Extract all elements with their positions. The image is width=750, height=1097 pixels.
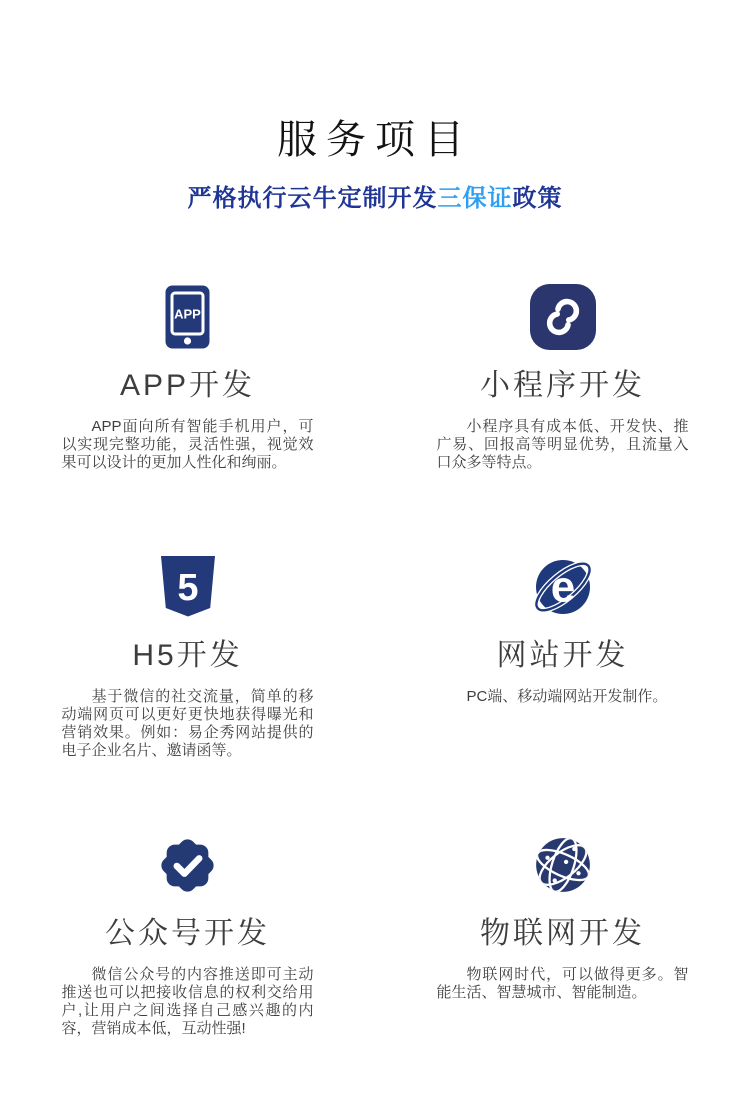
service-title: 物联网开发 <box>480 917 645 951</box>
browser-e-icon <box>527 549 599 625</box>
svg-text:e: e <box>550 562 575 612</box>
service-title: APP开发 <box>119 369 256 403</box>
service-card-website <box>375 549 750 827</box>
service-description: 微信公众号的内容推送即可主动推送也可以把接收信息的权利交给用户,让用户之间选择自己感兴趣的内容，营销成本低，互动性强! <box>61 966 314 1038</box>
subtitle-highlight: 三保证 <box>437 185 513 212</box>
iot-globe-icon <box>532 827 594 903</box>
service-title: H5开发 <box>132 639 243 673</box>
page-subtitle <box>0 186 750 212</box>
app-phone-icon <box>165 279 210 355</box>
service-card-h5 <box>0 549 375 827</box>
service-description: 小程序具有成本低、开发快、推广易、回报高等明显优势，且流量入口众多等特点。 <box>436 418 689 472</box>
verified-badge-icon <box>157 827 218 903</box>
service-description: 物联网时代，可以做得更多。智能生活、智慧城市、智能制造。 <box>436 966 689 1002</box>
service-description: 基于微信的社交流量，简单的移动端网页可以更好更快地获得曝光和营销效果。例如：易企秀网站提供的电子企业名片、邀请函等。 <box>61 688 314 760</box>
service-card-miniprogram <box>375 279 750 549</box>
h5-shield-icon <box>161 549 215 625</box>
service-description: PC端、移动端网站开发制作。 <box>466 688 668 706</box>
service-title: 小程序开发 <box>480 369 645 403</box>
service-title: 公众号开发 <box>105 917 270 951</box>
service-card-app <box>0 279 375 549</box>
service-title: 网站开发 <box>496 639 629 673</box>
svg-text:APP: APP <box>174 306 201 322</box>
services-grid <box>0 279 750 1038</box>
svg-text:5: 5 <box>176 566 199 609</box>
subtitle-suffix: 政策 <box>512 185 563 212</box>
page-title: 服务项目 <box>277 118 473 162</box>
subtitle-prefix: 严格执行云牛定制开发 <box>187 185 438 212</box>
service-card-iot <box>375 827 750 1038</box>
service-card-official-account <box>0 827 375 1038</box>
service-description: APP面向所有智能手机用户，可以实现完整功能，灵活性强，视觉效果可以设计的更加人性化和绚丽。 <box>61 418 314 472</box>
miniprogram-icon <box>530 279 596 355</box>
